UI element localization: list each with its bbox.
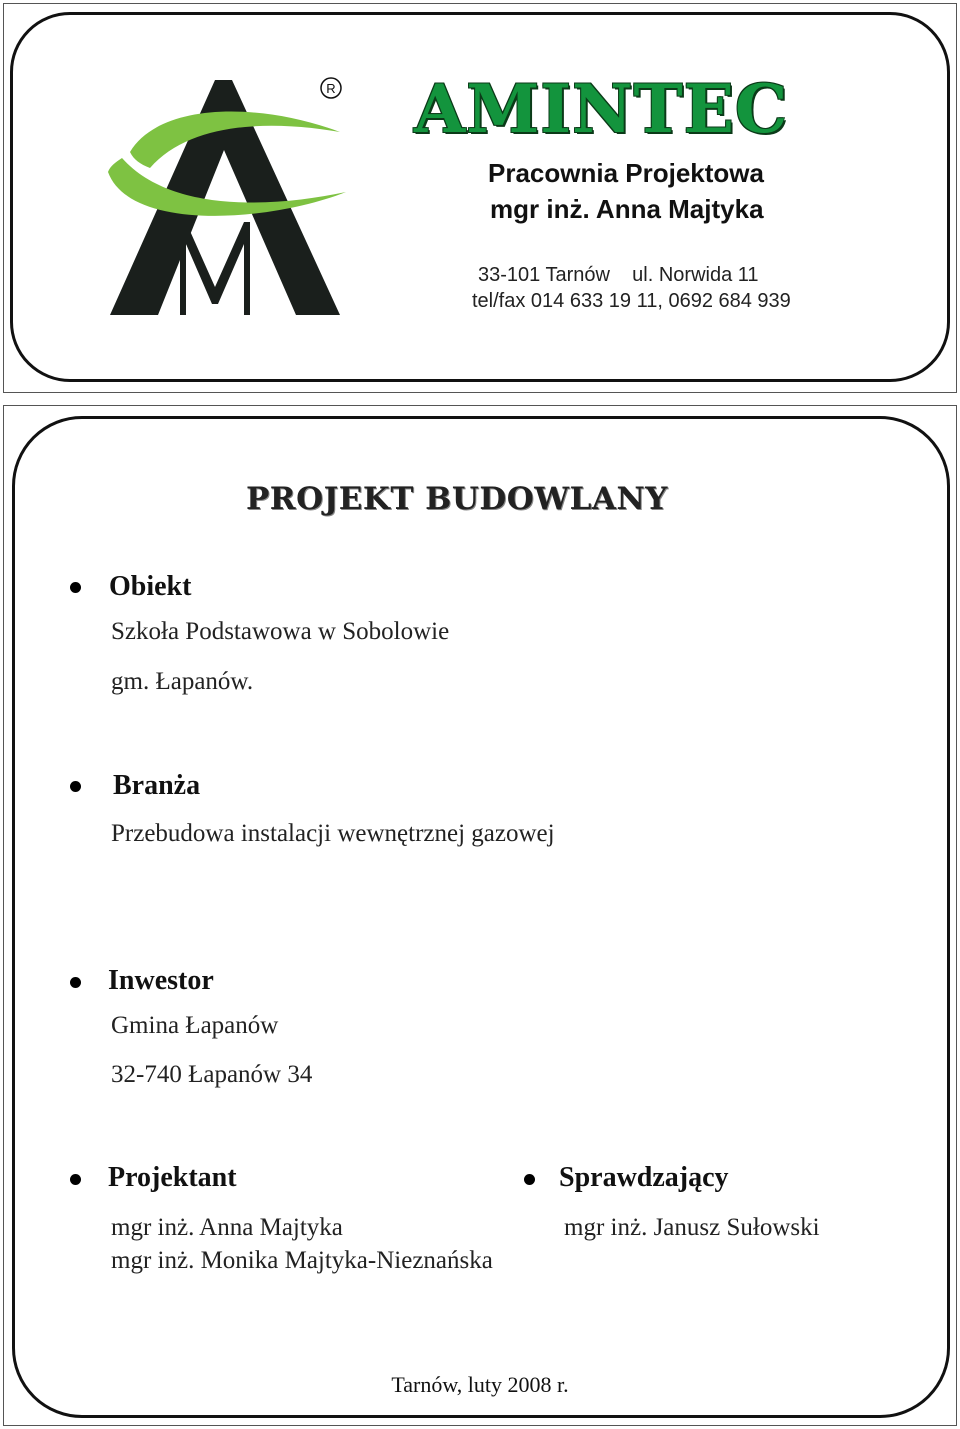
logo-swoosh-bottom bbox=[108, 158, 346, 216]
logo-letter-m bbox=[180, 222, 250, 315]
object-heading: Obiekt bbox=[109, 571, 192, 602]
object-line-1: Szkoła Podstawowa w Sobolowie bbox=[111, 618, 450, 645]
document-title: PROJEKT BUDOWLANY bbox=[246, 481, 668, 517]
designer-line-1: mgr inż. Anna Majtyka bbox=[111, 1214, 343, 1241]
amintec-logo bbox=[100, 72, 360, 322]
investor-line-2: 32-740 Łapanów 34 bbox=[111, 1061, 313, 1088]
bullet-icon bbox=[70, 977, 81, 988]
bullet-icon bbox=[70, 1174, 81, 1185]
brand-subtitle: Pracownia Projektowa bbox=[488, 158, 764, 188]
investor-heading: Inwestor bbox=[108, 965, 214, 996]
branch-line-1: Przebudowa instalacji wewnętrznej gazowej bbox=[111, 820, 555, 847]
branch-heading: Branża bbox=[113, 770, 201, 801]
contact-phone: tel/fax 014 633 19 11, 0692 684 939 bbox=[472, 290, 791, 312]
checker-heading: Sprawdzający bbox=[559, 1162, 729, 1193]
designer-line-2: mgr inż. Monika Majtyka-Nieznańska bbox=[111, 1247, 493, 1274]
designer-heading: Projektant bbox=[108, 1162, 237, 1193]
bullet-icon bbox=[70, 781, 81, 792]
brand-name: AMINTEC bbox=[414, 70, 789, 148]
bullet-icon bbox=[70, 582, 81, 593]
object-line-2: gm. Łapanów. bbox=[111, 668, 254, 695]
bullet-icon bbox=[524, 1174, 535, 1185]
brand-person: mgr inż. Anna Majtyka bbox=[490, 194, 764, 224]
investor-line-1: Gmina Łapanów bbox=[111, 1012, 279, 1039]
place-date: Tarnów, luty 2008 r. bbox=[391, 1372, 569, 1397]
registered-mark-text: R bbox=[326, 81, 336, 96]
contact-address: 33-101 Tarnów ul. Norwida 11 bbox=[478, 264, 759, 286]
checker-line-1: mgr inż. Janusz Sułowski bbox=[564, 1214, 820, 1241]
